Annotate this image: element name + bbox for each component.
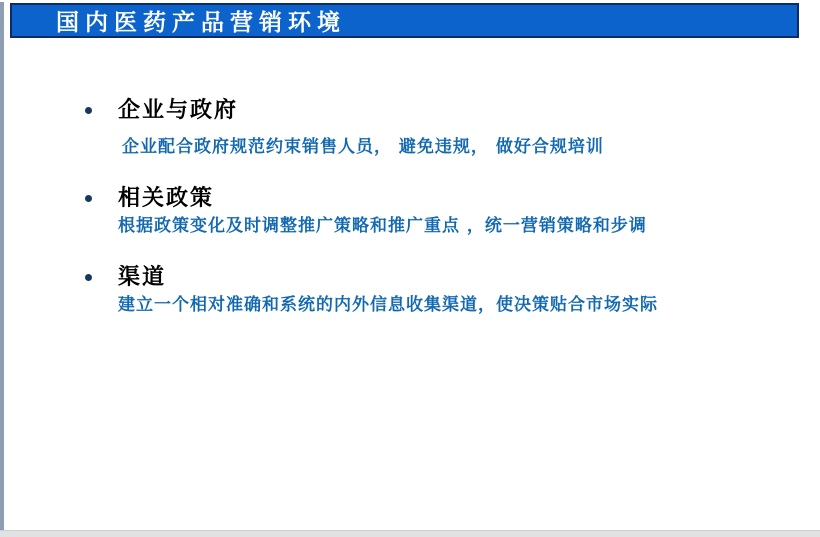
- list-item: [82, 184, 796, 238]
- bullet-dot-icon: [85, 274, 92, 281]
- bullet-dot-icon: [85, 107, 92, 114]
- bullet-heading: 企业与政府: [118, 97, 239, 123]
- bullet-heading: 渠道: [118, 264, 167, 290]
- page-title: 国内医药产品营销环境: [56, 9, 346, 36]
- bullet-detail: 建立一个相对准确和系统的内外信息收集渠道，使决策贴合市场实际: [118, 295, 658, 315]
- list-item: [82, 96, 796, 159]
- bullet-detail: 根据政策变化及时调整推广策略和推广重点 ，统一营销策略和步调: [118, 216, 647, 236]
- bottom-edge-strip: [0, 530, 820, 537]
- bullet-detail: 企业配合政府规范约束销售人员， 避免违规， 做好合规培训: [122, 137, 604, 157]
- left-edge-strip: [0, 2, 4, 531]
- slide-title-bar: [10, 3, 799, 38]
- bullet-heading: 相关政策: [118, 185, 215, 211]
- bullet-dot-icon: [85, 195, 92, 202]
- bullet-list: [82, 96, 796, 342]
- list-item: [82, 263, 796, 317]
